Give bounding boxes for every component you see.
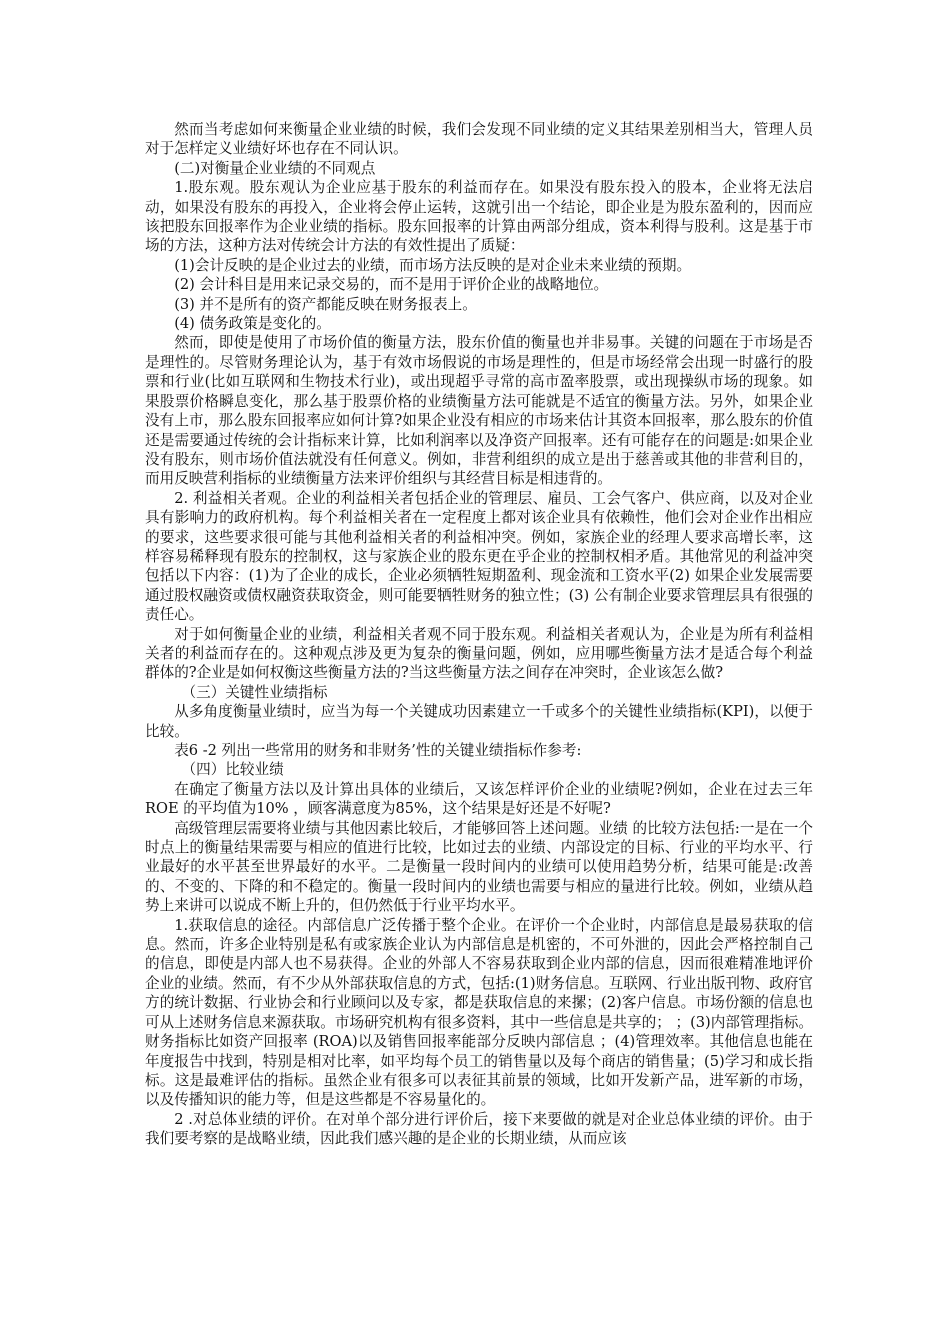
paragraph-compare-question: 在确定了衡量方法以及计算出具体的业绩后，又该怎样评价企业的业绩呢?例如，企业在过去三年ROE 的平均值为10% ，顾客满意度为85%，这个结果是好还是不好呢?: [145, 780, 813, 818]
list-item-4: (4) 债务政策是变化的。: [174, 315, 331, 333]
list-item-3: (3) 并不是所有的资产都能反映在财务报表上。: [174, 295, 477, 313]
paragraph-shareholder-view: 1.股东观。股东观认为企业应基于股东的利益而存在。如果没有股东投入的股本，企业将无法启动，如果没有股东的再投入，企业将会停止运转，这就引出一个结论，即企业是为股东盈利的，因而应该把股东回报率作为企业业绩的指标。股东回报率的计算由两部分组成，资本利得与股利。这是基于市场的方法，这种方法对传统会计方法的有效性提出了质疑：: [145, 179, 813, 255]
section-heading-2: (二)对衡量企业业绩的不同观点: [174, 159, 376, 177]
paragraph-stakeholder-view: 2. 利益相关者观。企业的利益相关者包括企业的管理层、雇员、工会气客户、供应商，以及对企业具有影响力的政府机构。每个利益相关者在一定程度上都对该企业具有依赖性，他们会对企业作出相应的要求，这些要求很可能与其他利益相关者的利益相冲突。例如，家族企业的经理人要求高增长率，这样容易稀释现有股东的控制权，这与家族企业的股东更在乎企业的控制权相矛盾。其他常见的利益冲突包括以下内容：(1)为了企业的成长，企业必须牺牲短期盈利、现金流和工资水平(2) 如果企业发展需要通过股权融资或债权融资获取资金，则可能要牺牲财务的独立性；(3) 公有制企业要求管理层具有很强的责任心。: [145, 489, 813, 624]
paragraph-overall-evaluation: 2 .对总体业绩的评价。在对单个部分进行评价后，接下来要做的就是对企业总体业绩的评价。由于我们要考察的是战略业绩，因此我们感兴趣的是企业的长期业绩，从而应该: [145, 1110, 813, 1148]
paragraph-info-sources: 1.获取信息的途径。内部信息广泛传播于整个企业。在评价一个企业时，内部信息是最易获取的信息。然而，许多企业特别是私有或家族企业认为内部信息是机密的，不可外泄的，因此会严格控制自己的信息，即使是内部人也不易获得。企业的外部人不容易获取到企业内部的信息，因而很难精准地评价企业的业绩。然而，有不少从外部获取信息的方式，包括:(1)财务信息。互联网、行业出版刊物、政府官方的统计数据、行业协会和行业顾问以及专家，都是获取信息的来摞；(2)客户信息。市场份额的信息也可从上述财务信息来源获取。市场研究机构有很多资料，其中一些信息是共享的； ；(3)内部管理指标。财务指标比如资产回报率 (ROA)以及销售回报率能部分反映内部信息 ；(4)管理效率。其他信息也能在年度报告中找到，特别是相对比率，如平均每个员工的销售量以及每个商店的销售量；(5)学习和成长指标。这是最难评估的指标。虽然企业有很多可以表征其前景的领域，比如开发新产品，进军新的市场，以及传播知识的能力等，但是这些都是不容易量化的。: [145, 916, 813, 1109]
list-item-1: (1)会计反映的是企业过去的业绩，而市场方法反映的是对企业未来业绩的预期。: [174, 256, 692, 274]
list-item-2: (2) 会计科目是用来记录交易的，而不是用于评价企业的战略地位。: [174, 276, 609, 294]
paragraph-kpi: 从多角度衡量业绩时，应当为每一个关键成功因素建立一千或多个的关键性业绩指标(KPI)，以便于比较。: [145, 703, 813, 740]
paragraph-stakeholder-measure: 对于如何衡量企业的业绩，利益相关者观不同于股东观。利益相关者观认为，企业是为所有利益相关者的利益而存在的。这种观点涉及更为复杂的衡量问题，例如，应用哪些衡量方法才是适合每个利益群体的?企业是如何权衡这些衡量方法的?当这些衡量方法之间存在冲突时，企业该怎么做?: [145, 625, 813, 682]
section-heading-3: （三）关键性业绩指标: [181, 683, 328, 701]
document-page: [145, 120, 813, 1149]
paragraph-intro: 然而当考虑如何来衡量企业业绩的时候，我们会发现不同业绩的定义其结果差别相当大，管理人员对于怎样定义业绩好坏也存在不同认识。: [145, 121, 813, 158]
paragraph-market-value: 然而，即使是使用了市场价值的衡量方法，股东价值的衡量也并非易事。关键的问题在于市场是否是理性的。尽管财务理论认为，基于有效市场假说的市场是理性的，但是市场经常会出现一时盛行的股票和行业(比如互联网和生物技术行业)，或出现超乎寻常的高市盈率股票，或出现操纵市场的现象。如果股票价格瞬息变化，那么基于股票价格的业绩衡量方法可能就是不适宜的衡量方法。另外，如果企业没有上市，那么股东回报率应如何计算?如果企业没有相应的市场来估计其资本回报率，那么股东的价值还是需要通过传统的会计指标来计算，比如利润率以及净资产回报率。还有可能存在的问题是:如果企业没有股东，则市场价值法就没有任何意义。例如，非营利组织的成立是出于慈善或其他的非营利目的，而用反映营利指标的业绩衡量方法来评价组织与其经营目标是相违背的。: [145, 334, 813, 488]
paragraph-compare-methods: 高级管理层需要将业绩与其他因素比较后，才能够回答上述问题。业绩 的比较方法包括:一是在一个时点上的衡量结果需要与相应的值进行比较，比如过去的业绩、内部设定的目标、行业的平均水平、行业最好的水平甚至世界最好的水平。二是衡量一段时间内的业绩可以使用趋势分析，结果可能是:改善的、不变的、下降的和不稳定的。衡量一段时间内的业绩也需要与相应的量进行比较。例如，业绩从趋势上来讲可以说成不断上升的，但仍然低于行业平均水平。: [145, 819, 813, 915]
paragraph-table-ref: 表6 -2 列出一些常用的财务和非财务’性的关键业绩指标作参考:: [174, 742, 582, 759]
section-heading-4: （四）比较业绩: [181, 761, 284, 779]
